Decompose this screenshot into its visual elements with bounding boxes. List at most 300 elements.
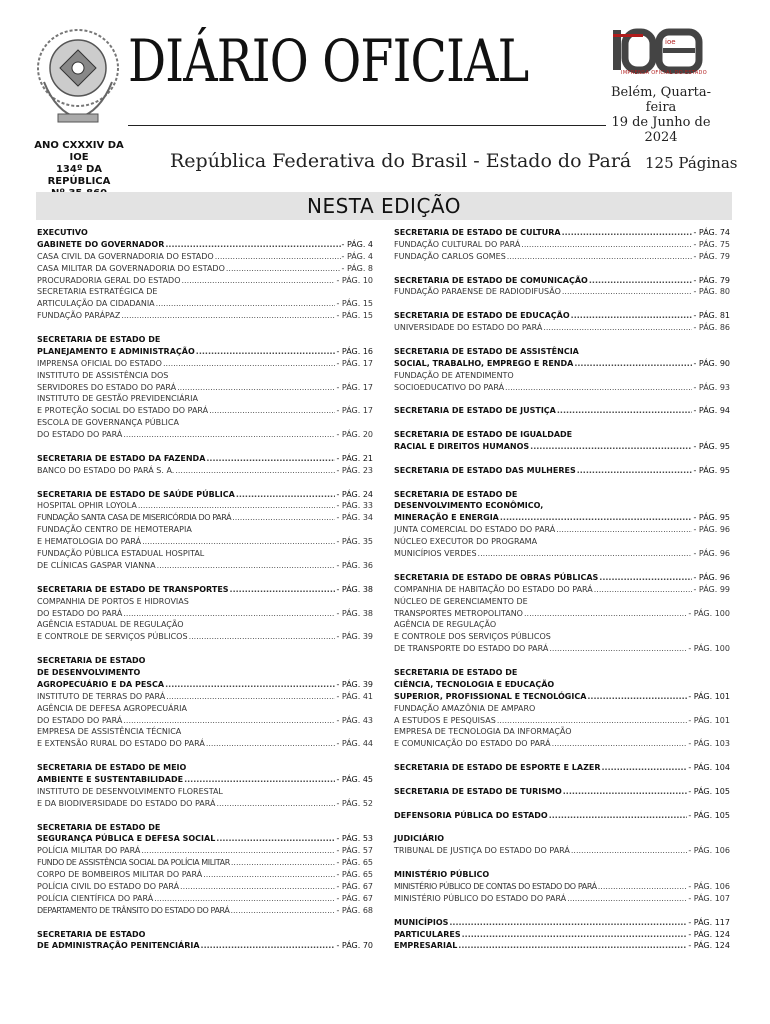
toc-entry[interactable]: [394, 738, 730, 750]
toc-entry-page: - PÁG. 93: [693, 382, 730, 392]
toc-entry-page: - PÁG. 79: [693, 251, 730, 261]
toc-entry-title: FUNDAÇÃO PARAENSE DE RADIODIFUSÃO: [394, 287, 561, 297]
toc-entry[interactable]: [394, 845, 730, 857]
toc-entry-title: POLÍCIA CIENTÍFICA DO PARÁ: [37, 893, 154, 903]
toc-entry[interactable]: [37, 857, 373, 869]
toc-entry-title: CIÊNCIA, TECNOLOGIA E EDUCAÇÃO: [394, 679, 555, 689]
toc-entry-title: AGÊNCIA ESTADUAL DE REGULAÇÃO: [37, 620, 184, 630]
toc-entry-title: SECRETARIA DE ESTADO DE SAÚDE PÚBLICA: [37, 489, 235, 499]
toc-entry[interactable]: [37, 536, 373, 548]
toc-entry-title: SECRETARIA ESTRATÉGICA DE: [37, 287, 158, 297]
toc-entry-title: E HEMATOLOGIA DO PARÁ: [37, 537, 142, 547]
toc-entry-title: DE TRANSPORTE DO ESTADO DO PARÁ: [394, 644, 549, 654]
toc-leader-dots: [189, 631, 336, 643]
toc-entry-title: PROCURADORIA GERAL DO ESTADO: [37, 275, 181, 285]
toc-entry[interactable]: [37, 786, 373, 798]
toc-spacer: [37, 750, 373, 762]
toc-entry-page: - PÁG. 10: [336, 275, 373, 285]
toc-entry[interactable]: [37, 667, 373, 679]
toc-entry[interactable]: [394, 703, 730, 715]
edition-info: [34, 140, 124, 200]
toc-leader-dots: [567, 893, 687, 905]
toc-entry-page: - PÁG. 41: [336, 691, 373, 701]
toc-entry-title: MUNICÍPIOS VERDES: [394, 549, 477, 559]
toc-entry-title: UNIVERSIDADE DO ESTADO DO PARÁ: [394, 323, 543, 333]
subtitle: República Federativa do Brasil - Estado do Pará: [170, 150, 632, 172]
toc-entry[interactable]: [37, 893, 373, 905]
toc-spacer: [394, 655, 730, 667]
toc-entry-page: - PÁG. 35: [336, 537, 373, 547]
toc-spacer: [394, 453, 730, 465]
toc-entry[interactable]: [394, 524, 730, 536]
toc-entry-title: FUNDAÇÃO AMAZÔNIA DE AMPARO: [394, 703, 536, 713]
toc-entry[interactable]: [394, 715, 730, 727]
toc-entry-title: SECRETARIA DE ESTADO DE CULTURA: [394, 228, 561, 237]
toc-leader-dots: [215, 251, 341, 263]
toc-entry[interactable]: [394, 275, 730, 287]
toc-spacer: [394, 798, 730, 810]
toc-entry[interactable]: [394, 929, 730, 941]
toc-entry-page: - PÁG. 17: [336, 382, 373, 392]
toc-entry-title: SECRETARIA DE ESTADO DE JUSTIÇA: [394, 406, 556, 416]
toc-entry-page: - PÁG. 65: [336, 870, 373, 880]
toc-entry-title: SECRETARIA DE ESTADO DE OBRAS PÚBLICAS: [394, 572, 599, 582]
toc-leader-dots: [165, 679, 335, 691]
toc-entry-title: MINISTÉRIO PÚBLICO DO ESTADO DO PARÁ: [394, 893, 567, 903]
toc-leader-dots: [206, 453, 335, 465]
toc-entry-title: SECRETARIA DE ESTADO DE TURISMO: [394, 786, 562, 796]
toc-entry-title: INSTITUTO DE DESENVOLVIMENTO FLORESTAL: [37, 786, 223, 796]
toc-spacer: [394, 298, 730, 310]
toc-entry[interactable]: [37, 905, 373, 917]
toc-entry[interactable]: [37, 429, 373, 441]
toc-entry[interactable]: [394, 940, 730, 952]
toc-entry-title: ESCOLA DE GOVERNANÇA PÚBLICA: [37, 418, 179, 428]
toc-leader-dots: [507, 251, 693, 263]
toc-leader-dots: [598, 881, 688, 893]
toc-entry[interactable]: [37, 370, 373, 382]
toc-leader-dots: [577, 465, 693, 477]
toc-entry[interactable]: [37, 310, 373, 322]
toc-entry[interactable]: [37, 596, 373, 608]
toc-entry[interactable]: [37, 524, 373, 536]
toc-entry-title: INSTITUTO DE TERRAS DO PARÁ: [37, 691, 166, 701]
toc-entry[interactable]: [394, 869, 730, 881]
toc-entry[interactable]: [37, 417, 373, 429]
toc-entry[interactable]: [394, 643, 730, 655]
toc-leader-dots: [500, 512, 693, 524]
toc-entry-page: - PÁG. 105: [688, 810, 730, 820]
toc-entry[interactable]: [37, 845, 373, 857]
toc-entry[interactable]: [394, 536, 730, 548]
toc-entry[interactable]: [37, 679, 373, 691]
toc-entry-page: - PÁG. 16: [336, 346, 373, 356]
toc-spacer: [37, 810, 373, 822]
toc-entry-page: - PÁG. 104: [688, 763, 730, 773]
toc-entry[interactable]: [394, 893, 730, 905]
toc-entry[interactable]: [37, 822, 373, 834]
toc-spacer: [394, 560, 730, 572]
toc-entry[interactable]: [394, 786, 730, 798]
toc-entry-title: RACIAL E DIREITOS HUMANOS: [394, 442, 530, 452]
toc-entry-title: FUNDAÇÃO CULTURAL DO PARÁ: [394, 239, 521, 249]
toc-entry[interactable]: [394, 489, 730, 501]
toc-entry-page: - PÁG. 95: [693, 513, 730, 523]
toc-spacer: [394, 417, 730, 429]
toc-leader-dots: [552, 738, 688, 750]
toc-entry[interactable]: [37, 881, 373, 893]
toc-leader-dots: [232, 512, 335, 524]
toc-leader-dots: [156, 298, 336, 310]
toc-entry-title: INSTITUTO DE ASSISTÊNCIA DOS: [37, 370, 169, 380]
logo-caption: IMPRENSA OFICIAL DO ESTADO: [621, 70, 707, 76]
toc-leader-dots: [549, 810, 688, 822]
toc-leader-dots: [177, 382, 335, 394]
toc-entry-title: NÚCLEO DE GERENCIAMENTO DE: [394, 596, 528, 606]
toc-entry-page: - PÁG. 39: [336, 679, 373, 689]
toc-entry-title: SUPERIOR, PROFISSIONAL E TECNOLÓGICA: [394, 691, 587, 701]
toc-entry-title: DEFENSORIA PÚBLICA DO ESTADO: [394, 810, 548, 820]
toc-entry-title: FUNDAÇÃO PARÁPAZ: [37, 311, 121, 321]
toc-leader-dots: [166, 691, 335, 703]
toc-entry[interactable]: [37, 251, 373, 263]
toc-entry[interactable]: [37, 869, 373, 881]
toc-entry[interactable]: [37, 263, 373, 275]
toc-leader-dots: [543, 322, 692, 334]
toc-leader-dots: [599, 572, 692, 584]
toc-entry[interactable]: [394, 917, 730, 929]
toc-spacer: [37, 572, 373, 584]
toc-spacer: [394, 750, 730, 762]
toc-entry[interactable]: [37, 358, 373, 370]
toc-entry-title: DO ESTADO DO PARÁ: [37, 430, 123, 440]
toc-entry-page: - PÁG. 94: [693, 406, 730, 416]
toc-entry-title: EMPRESA DE ASSISTÊNCIA TÉCNICA: [37, 727, 182, 737]
toc-leader-dots: [154, 893, 335, 905]
toc-leader-dots: [587, 691, 687, 703]
toc-entry-title: IMPRENSA OFICIAL DO ESTADO: [37, 358, 162, 368]
toc-entry-title: A ESTUDOS E PESQUISAS: [394, 715, 496, 725]
toc-entry-title: DO ESTADO DO PARÁ: [37, 608, 123, 618]
toc-entry[interactable]: [394, 310, 730, 322]
toc-entry-title: E PROTEÇÃO SOCIAL DO ESTADO DO PARÁ: [37, 406, 209, 416]
toc-entry[interactable]: [37, 560, 373, 572]
toc-entry-title: MINISTÉRIO PÚBLICO DE CONTAS DO ESTADO DO PARÁ: [394, 881, 597, 891]
toc-entry[interactable]: [394, 251, 730, 263]
toc-entry-title: SECRETARIA DE ESTADO DA FAZENDA: [37, 453, 206, 463]
toc-entry[interactable]: [37, 298, 373, 310]
toc-entry-page: - PÁG. 34: [336, 513, 373, 523]
toc-entry[interactable]: [394, 810, 730, 822]
edition-year: ANO CXXXIV DA IOE: [34, 140, 124, 163]
toc-leader-dots: [505, 382, 692, 394]
toc-entry[interactable]: [394, 608, 730, 620]
toc-entry-page: - PÁG. 43: [336, 715, 373, 725]
toc-entry[interactable]: [394, 762, 730, 774]
toc-entry[interactable]: [37, 275, 373, 287]
toc-entry-title: HOSPITAL OPHIR LOYOLA: [37, 501, 137, 511]
toc-entry[interactable]: [394, 667, 730, 679]
toc-entry-page: - PÁG. 67: [336, 893, 373, 903]
toc-entry[interactable]: [37, 715, 373, 727]
toc-entry-page: - PÁG. 52: [336, 798, 373, 808]
toc-entry[interactable]: [37, 382, 373, 394]
toc-entry[interactable]: [37, 346, 373, 358]
toc-entry-page: - PÁG. 15: [336, 311, 373, 321]
toc-entry[interactable]: [394, 881, 730, 893]
toc-entry[interactable]: [394, 465, 730, 477]
toc-entry-title: E COMUNICAÇÃO DO ESTADO DO PARÁ: [394, 739, 551, 749]
toc-entry[interactable]: [394, 512, 730, 524]
toc-entry-page: - PÁG. 90: [693, 358, 730, 368]
toc-entry[interactable]: [37, 774, 373, 786]
toc-entry-title: GABINETE DO GOVERNADOR: [37, 239, 165, 249]
toc-entry-page: - PÁG. 4: [341, 251, 373, 261]
toc-spacer: [394, 774, 730, 786]
toc-leader-dots: [524, 608, 687, 620]
toc-entry[interactable]: [37, 738, 373, 750]
toc-entry-title: EXECUTIVO: [37, 228, 88, 237]
toc-entry[interactable]: [37, 405, 373, 417]
toc-entry[interactable]: [394, 572, 730, 584]
toc-entry-page: - PÁG. 68: [336, 905, 373, 915]
page-count: 125 Páginas: [645, 154, 738, 172]
toc-entry-title: AGÊNCIA DE REGULAÇÃO: [394, 620, 497, 630]
toc-leader-dots: [182, 275, 336, 287]
toc-entry-page: - PÁG. 45: [336, 774, 373, 784]
toc-entry[interactable]: [37, 393, 373, 405]
toc-entry[interactable]: [37, 655, 373, 667]
toc-entry-title: E EXTENSÃO RURAL DO ESTADO DO PARÁ: [37, 739, 205, 749]
toc-entry[interactable]: [394, 429, 730, 441]
toc-leader-dots: [123, 429, 335, 441]
toc-leader-dots: [462, 929, 688, 941]
toc-leader-dots: [230, 584, 336, 596]
date-block: [602, 85, 720, 145]
toc-entry-page: - PÁG. 38: [336, 608, 373, 618]
toc-entry[interactable]: [394, 322, 730, 334]
toc-entry-title: SECRETARIA DE ESTADO DE ESPORTE E LAZER: [394, 763, 601, 773]
toc-entry[interactable]: [394, 726, 730, 738]
toc-entry-title: TRANSPORTES METROPOLITANO: [394, 608, 523, 618]
toc-entry-page: - PÁG. 81: [693, 311, 730, 321]
toc-entry[interactable]: [394, 346, 730, 358]
toc-entry-page: - PÁG. 8: [341, 263, 373, 273]
toc-leader-dots: [589, 275, 693, 287]
toc-leader-dots: [602, 762, 688, 774]
toc-left-column: [37, 227, 373, 952]
toc-entry[interactable]: [394, 548, 730, 560]
toc-entry[interactable]: [37, 453, 373, 465]
toc-leader-dots: [556, 524, 692, 536]
toc-entry[interactable]: [394, 619, 730, 631]
toc-entry-title: MINERAÇÃO E ENERGIA: [394, 513, 499, 523]
toc-entry[interactable]: [37, 631, 373, 643]
toc-entry[interactable]: [37, 512, 373, 524]
toc-entry[interactable]: [394, 679, 730, 691]
toc-entry[interactable]: [37, 726, 373, 738]
toc-entry-page: - PÁG. 103: [688, 739, 730, 749]
toc-entry-page: - PÁG. 95: [693, 465, 730, 475]
toc-leader-dots: [203, 869, 335, 881]
toc-leader-dots: [138, 500, 336, 512]
toc-entry[interactable]: [394, 691, 730, 703]
toc-entry[interactable]: [37, 334, 373, 346]
toc-entry-title: BANCO DO ESTADO DO PARÁ S. A.: [37, 465, 175, 475]
toc-entry[interactable]: [394, 500, 730, 512]
toc-entry-page: - PÁG. 100: [688, 644, 730, 654]
toc-entry[interactable]: [37, 703, 373, 715]
toc-entry-page: - PÁG. 17: [336, 406, 373, 416]
toc-entry[interactable]: [37, 500, 373, 512]
toc-leader-dots: [549, 643, 687, 655]
toc-entry[interactable]: [37, 833, 373, 845]
toc-entry-title: AMBIENTE E SUSTENTABILIDADE: [37, 774, 184, 784]
toc-leader-dots: [458, 940, 687, 952]
toc-spacer: [394, 905, 730, 917]
toc-leader-dots: [571, 310, 693, 322]
toc-spacer: [394, 822, 730, 834]
toc-entry[interactable]: [394, 631, 730, 643]
edition-republic: 134º DA REPÚBLICA: [47, 164, 111, 187]
toc-entry-page: - PÁG. 20: [336, 430, 373, 440]
toc-leader-dots: [163, 358, 336, 370]
toc-entry-title: CASA MILITAR DA GOVERNADORIA DO ESTADO: [37, 263, 225, 273]
toc-spacer: [394, 263, 730, 275]
toc-entry-title: SECRETARIA DE ESTADO DE: [394, 667, 518, 677]
toc-entry-title: E CONTROLE DOS SERVIÇOS PÚBLICOS: [394, 632, 551, 642]
toc-leader-dots: [209, 405, 335, 417]
toc-entry-page: - PÁG. 38: [336, 584, 373, 594]
newspaper-title: DIÁRIO OFICIAL: [128, 27, 529, 95]
toc-entry[interactable]: [37, 227, 373, 239]
toc-entry-title: SECRETARIA DE ESTADO DE ASSISTÊNCIA: [394, 346, 579, 356]
toc-entry[interactable]: [37, 940, 373, 952]
toc-entry-title: JUDICIÁRIO: [394, 834, 445, 844]
toc-entry-title: SECRETARIA DE ESTADO DAS MULHERES: [394, 465, 576, 475]
toc-entry-page: - PÁG. 24: [336, 489, 373, 499]
toc-entry[interactable]: [37, 762, 373, 774]
toc-entry[interactable]: [394, 405, 730, 417]
toc-entry-page: - PÁG. 36: [336, 560, 373, 570]
toc-entry-title: PARTICULARES: [394, 929, 461, 939]
toc-leader-dots: [497, 715, 688, 727]
toc-entry-page: - PÁG. 53: [336, 834, 373, 844]
toc-leader-dots: [236, 489, 336, 501]
toc-entry[interactable]: [37, 798, 373, 810]
toc-entry[interactable]: [37, 691, 373, 703]
toc-entry-title: SECRETARIA DE ESTADO: [37, 656, 146, 666]
toc-entry-title: SECRETARIA DE ESTADO: [37, 929, 146, 939]
toc-entry-title: FUNDAÇÃO CENTRO DE HEMOTERAPIA: [37, 525, 192, 535]
issue-date: 19 de Junho de 2024: [611, 115, 711, 145]
toc-entry-page: - PÁG. 4: [341, 239, 373, 249]
toc-entry-page: - PÁG. 79: [693, 275, 730, 285]
toc-entry[interactable]: [37, 584, 373, 596]
toc-entry-page: - PÁG. 23: [336, 465, 373, 475]
toc-entry[interactable]: [37, 489, 373, 501]
toc-entry-title: DE CLÍNICAS GASPAR VIANNA: [37, 560, 156, 570]
toc-entry[interactable]: [37, 548, 373, 560]
toc-entry[interactable]: [394, 833, 730, 845]
toc-entry-title: DEPARTAMENTO DE TRÂNSITO DO ESTADO DO PARÁ: [37, 905, 230, 915]
toc-entry[interactable]: [37, 619, 373, 631]
toc-entry-title: MUNICÍPIOS: [394, 917, 449, 927]
toc-leader-dots: [562, 227, 693, 239]
toc-leader-dots: [231, 857, 336, 869]
toc-leader-dots: [165, 239, 340, 251]
toc-entry-title: INSTITUTO DE GESTÃO PREVIDENCIÁRIA: [37, 394, 198, 404]
toc-entry[interactable]: [394, 382, 730, 394]
toc-entry[interactable]: [394, 358, 730, 370]
toc-spacer: [394, 857, 730, 869]
toc-entry[interactable]: [394, 370, 730, 382]
toc-entry-title: SEGURANÇA PÚBLICA E DEFESA SOCIAL: [37, 834, 216, 844]
toc-entry-title: SOCIAL, TRABALHO, EMPREGO E RENDA: [394, 358, 574, 368]
toc-leader-dots: [226, 263, 341, 275]
toc-entry-page: - PÁG. 95: [693, 442, 730, 452]
toc-entry-page: - PÁG. 106: [688, 881, 730, 891]
toc-entry-title: COMPANHIA DE HABITAÇÃO DO ESTADO DO PARÁ: [394, 584, 593, 594]
toc-leader-dots: [449, 917, 687, 929]
toc-entry[interactable]: [394, 584, 730, 596]
toc-leader-dots: [201, 940, 336, 952]
toc-entry-page: - PÁG. 100: [688, 608, 730, 618]
toc-entry[interactable]: [394, 441, 730, 453]
toc-spacer: [37, 441, 373, 453]
toc-entry-title: TRIBUNAL DE JUSTIÇA DO ESTADO DO PARÁ: [394, 846, 570, 856]
toc-entry-title: SECRETARIA DE ESTADO DE COMUNICAÇÃO: [394, 275, 588, 285]
toc-entry-title: FUNDAÇÃO SANTA CASA DE MISERICÓRDIA DO PARÁ: [37, 513, 232, 523]
coat-of-arms-icon: [36, 22, 120, 130]
toc-entry[interactable]: [37, 239, 373, 251]
toc-entry[interactable]: [394, 239, 730, 251]
toc-spacer: [394, 393, 730, 405]
toc-entry[interactable]: [37, 286, 373, 298]
toc-leader-dots: [123, 715, 335, 727]
toc-entry-page: - PÁG. 107: [688, 893, 730, 903]
title-rule: [128, 125, 606, 126]
toc-entry[interactable]: [37, 465, 373, 477]
toc-entry[interactable]: [37, 608, 373, 620]
toc-entry-page: - PÁG. 117: [688, 917, 730, 927]
toc-entry-title: NÚCLEO EXECUTOR DO PROGRAMA: [394, 537, 538, 547]
toc-entry-page: - PÁG. 39: [336, 632, 373, 642]
toc-entry-title: SECRETARIA DE ESTADO DE MEIO: [37, 763, 187, 773]
toc-leader-dots: [157, 560, 336, 572]
toc-entry-page: - PÁG. 106: [688, 846, 730, 856]
toc-entry[interactable]: [394, 227, 730, 239]
toc-leader-dots: [142, 536, 335, 548]
toc-entry-page: - PÁG. 80: [693, 287, 730, 297]
toc-leader-dots: [216, 798, 335, 810]
toc-entry-title: AGÊNCIA DE DEFESA AGROPECUÁRIA: [37, 703, 187, 713]
toc-entry[interactable]: [37, 929, 373, 941]
toc-entry-title: SECRETARIA DE ESTADO DE: [37, 822, 161, 832]
toc-entry-title: E CONTROLE DE SERVIÇOS PÚBLICOS: [37, 632, 188, 642]
toc-spacer: [37, 917, 373, 929]
toc-entry-page: - PÁG. 67: [336, 881, 373, 891]
toc-entry-page: - PÁG. 96: [693, 572, 730, 582]
toc-entry-title: CORPO DE BOMBEIROS MILITAR DO PARÁ: [37, 870, 203, 880]
toc-leader-dots: [196, 346, 336, 358]
toc-leader-dots: [478, 548, 693, 560]
toc-leader-dots: [574, 358, 692, 370]
toc-entry[interactable]: [394, 286, 730, 298]
toc-entry-page: - PÁG. 21: [336, 453, 373, 463]
toc-entry[interactable]: [394, 596, 730, 608]
toc-entry-page: - PÁG. 86: [693, 323, 730, 333]
